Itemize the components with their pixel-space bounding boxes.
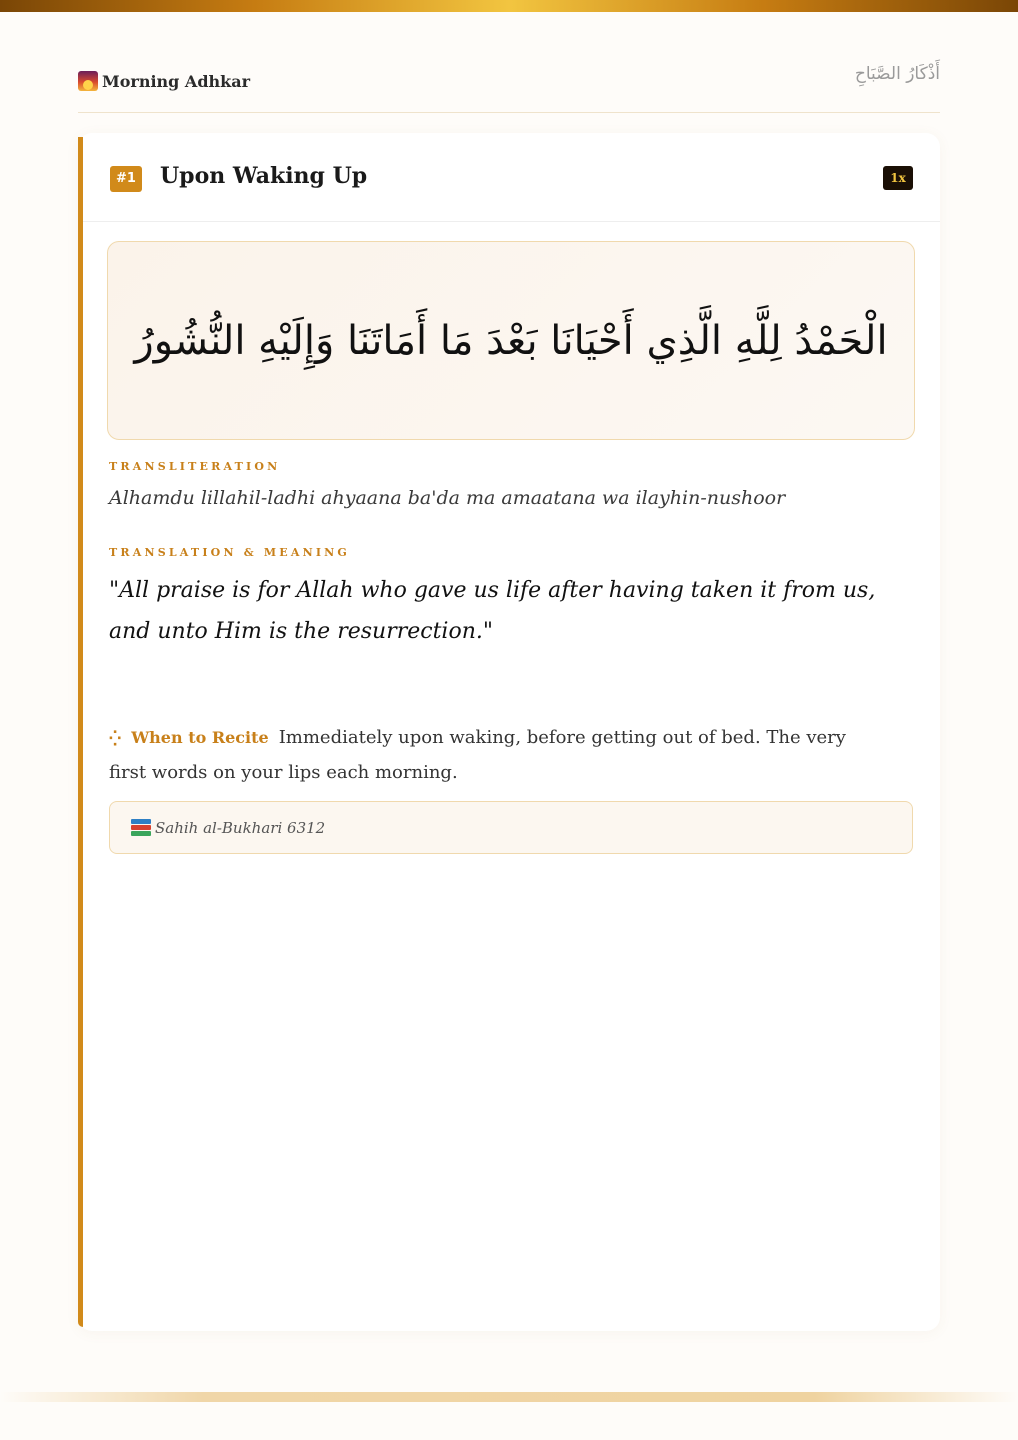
- bottom-gradient-bar: [0, 1392, 1018, 1402]
- card-accent-bar: [78, 137, 83, 1327]
- top-gradient-bar: [0, 0, 1018, 12]
- page-title: Morning Adhkar: [102, 71, 251, 91]
- source-text: Sahih al-Bukhari 6312: [155, 818, 326, 837]
- dua-card: [78, 133, 940, 1331]
- header-brand: [78, 71, 250, 91]
- card-header: [83, 133, 940, 222]
- transliteration-label: TRANSLITERATION: [109, 460, 281, 473]
- dua-number-badge: #1: [110, 166, 142, 192]
- page-header: [78, 60, 940, 113]
- translation-text: "All praise is for Allah who gave us life after having taken it from us, and unto Him is the resurrection.": [109, 578, 876, 644]
- when-to-recite-label: When to Recite: [131, 728, 269, 747]
- arabic-dua-text: الْحَمْدُ لِلَّهِ الَّذِي أَحْيَانَا بَعْدَ مَا أَمَاتَنَا وَإِلَيْهِ النُّشُورُ: [134, 317, 888, 364]
- source-reference: [109, 801, 913, 854]
- when-to-recite-text: Immediately upon waking, before getting out of bed. The very first words on your lips each morning.: [109, 727, 846, 783]
- books-icon: [131, 819, 151, 837]
- when-to-recite: [109, 721, 879, 790]
- arabic-page-title: أَذْكَارُ الصَّبَاحِ: [854, 64, 940, 84]
- arabic-text-box: [107, 241, 915, 440]
- transliteration-text: Alhamdu lillahil-ladhi ahyaana ba'da ma amaatana wa ilayhin-nushoor: [109, 487, 786, 509]
- dua-title: Upon Waking Up: [160, 163, 368, 189]
- repeat-count-badge: 1x: [883, 166, 913, 190]
- translation-label: TRANSLATION & MEANING: [109, 546, 351, 559]
- sunrise-icon: [78, 71, 98, 91]
- clock-dots-icon: ⁛: [109, 731, 122, 747]
